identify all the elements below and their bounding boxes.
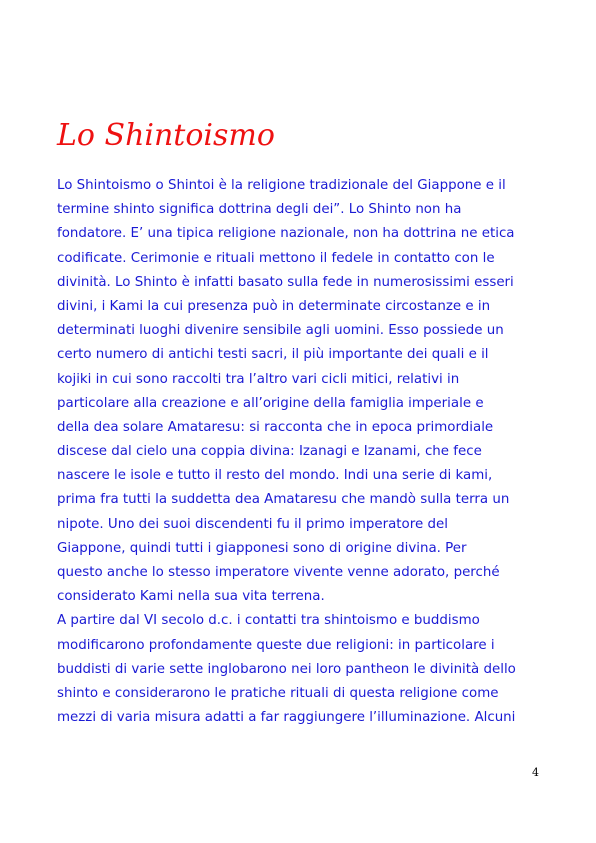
text-line: discese dal cielo una coppia divina: Izanagi e Izanami, che fece xyxy=(57,444,482,460)
page-number: 4 xyxy=(532,766,539,779)
text-line: termine shinto significa dottrina degli dei”. Lo Shinto non ha xyxy=(57,202,462,218)
text-line: determinati luoghi divenire sensibile agli uomini. Esso possiede un xyxy=(57,323,504,339)
text-line: della dea solare Amataresu: si racconta che in epoca primordiale xyxy=(57,419,494,435)
text-line: modificarono profondamente queste due religioni: in particolare i xyxy=(57,637,495,653)
text-line: buddisti di varie sette inglobarono nei loro pantheon le divinità dello xyxy=(57,661,516,677)
text-line: questo anche lo stesso imperatore vivente venne adorato, perché xyxy=(57,565,500,580)
text-line: shinto e considerarono le pratiche rituali di questa religione come xyxy=(57,685,499,701)
text-line: fondatore. E’ una tipica religione nazionale, non ha dottrina ne etica xyxy=(57,226,515,242)
text-line: divini, i Kami la cui presenza può in determinate circostanze e in xyxy=(57,298,491,314)
text-line: nipote. Uno dei suoi discendenti fu il primo imperatore del xyxy=(57,516,448,532)
text-line: considerato Kami nella sua vita terrena. xyxy=(57,589,325,605)
text-line: mezzi di varia misura adatti a far raggiungere l’illuminazione. Alcuni xyxy=(57,710,516,726)
text-line: prima fra tutti la suddetta dea Amataresu che mandò sulla terra un xyxy=(57,492,510,508)
text-line: A partire dal VI secolo d.c. i contatti tra shintoismo e buddismo xyxy=(57,613,480,629)
text-line: kojiki in cui sono raccolti tra l’altro vari cicli mitici, relativi in xyxy=(57,371,460,387)
text-line: codificate. Cerimonie e rituali mettono il fedele in contatto con le xyxy=(57,250,495,266)
body-paragraph xyxy=(57,174,557,730)
text-line: certo numero di antichi testi sacri, il più importante dei quali e il xyxy=(57,347,489,363)
text-line: Giappone, quindi tutti i giapponesi sono di origine divina. Per xyxy=(57,540,467,556)
text-line: particolare alla creazione e all’origine della famiglia imperiale e xyxy=(57,395,484,411)
text-line: nascere le isole e tutto il resto del mondo. Indi una serie di kami, xyxy=(57,468,493,484)
text-line: divinità. Lo Shinto è infatti basato sulla fede in numerosissimi esseri xyxy=(57,274,514,290)
page-title: Lo Shintoismo xyxy=(57,118,275,153)
text-line: Lo Shintoismo o Shintoi è la religione tradizionale del Giappone e il xyxy=(57,178,506,193)
